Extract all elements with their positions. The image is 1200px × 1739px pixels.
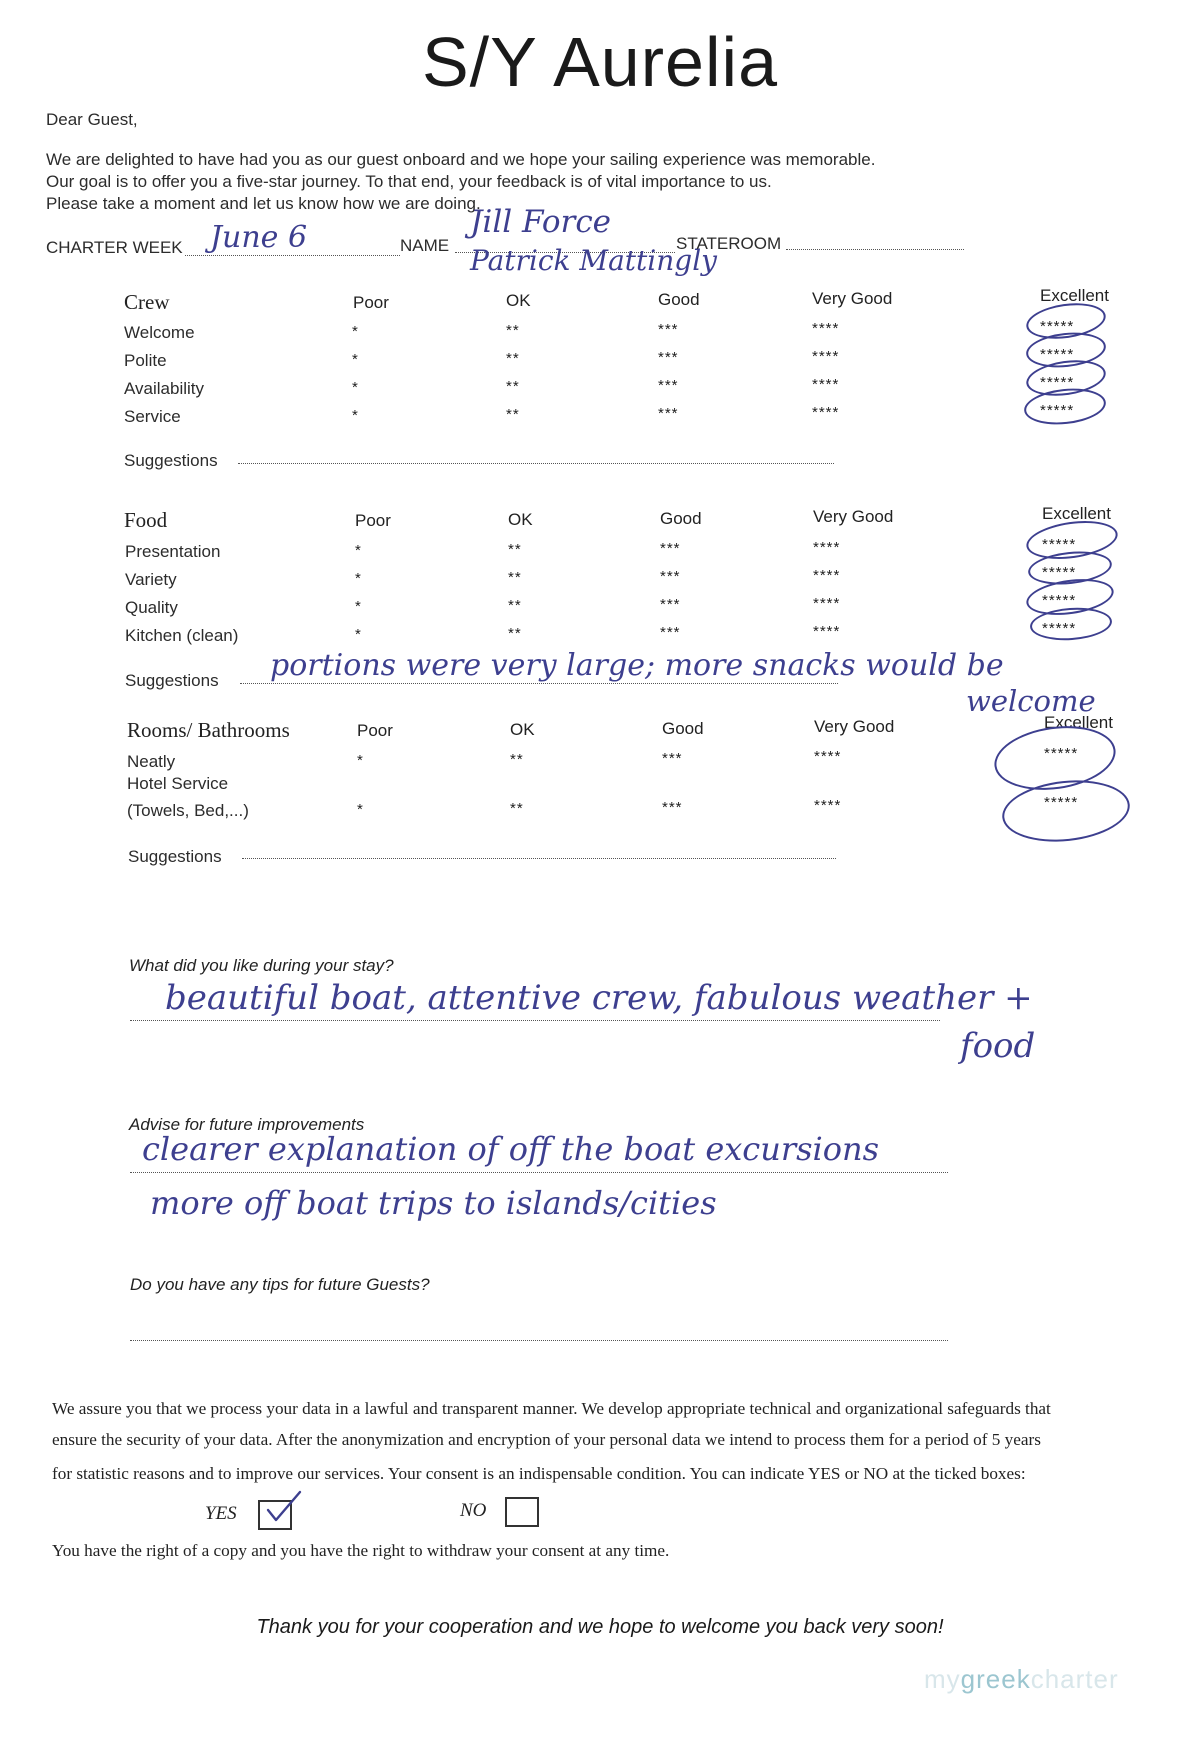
food-item-presentation: Presentation: [125, 542, 221, 561]
name-field-1[interactable]: Jill Force: [470, 204, 612, 240]
consent-yes-checkbox[interactable]: [258, 1500, 292, 1530]
food-suggestions-line: [240, 683, 838, 684]
food-suggestions-field-cont[interactable]: welcome: [966, 684, 1096, 718]
charter-week-field[interactable]: June 6: [210, 220, 308, 255]
rating-option[interactable]: ****: [812, 404, 840, 421]
rating-option[interactable]: ***: [660, 568, 681, 585]
col-excellent: Excellent: [1040, 286, 1109, 305]
checkmark-icon: [264, 1488, 310, 1528]
rating-option[interactable]: ****: [812, 348, 840, 365]
section-title-food: Food: [124, 508, 168, 532]
rating-option-excellent[interactable]: *****: [1040, 318, 1075, 335]
rating-option[interactable]: **: [506, 322, 520, 339]
section-title-rooms: Rooms/ Bathrooms: [127, 718, 290, 742]
consent-withdraw: You have the right of a copy and you have the right to withdraw your consent at any time.: [52, 1541, 670, 1560]
stateroom-line: [786, 249, 964, 250]
rating-option[interactable]: ***: [658, 349, 679, 366]
consent-line-2: ensure the security of your data. After the anonymization and encryption of your personal data we intend to process them for a period of 5 years: [52, 1430, 1041, 1449]
consent-no-checkbox[interactable]: [505, 1497, 539, 1527]
col-very-good: Very Good: [813, 507, 894, 526]
col-good: Good: [658, 290, 700, 309]
rating-option[interactable]: ***: [660, 596, 681, 613]
question-liked-line: [130, 1020, 940, 1021]
question-liked-label: What did you like during your stay?: [129, 956, 394, 975]
consent-line-1: We assure you that we process your data in a lawful and transparent manner. We develop appropriate technical and organizational safeguards that: [52, 1399, 1051, 1418]
question-improvements-answer-cont[interactable]: more off boat trips to islands/cities: [150, 1184, 717, 1222]
crew-item-polite: Polite: [124, 351, 167, 370]
rating-option[interactable]: **: [506, 350, 520, 367]
rating-option-excellent[interactable]: *****: [1040, 374, 1075, 391]
rating-option[interactable]: **: [508, 625, 522, 642]
rating-option[interactable]: *: [355, 570, 362, 587]
watermark-part-3: charter: [1030, 1664, 1119, 1694]
question-improvements-answer[interactable]: clearer explanation of off the boat excursions: [142, 1130, 880, 1168]
section-title-crew: Crew: [124, 290, 170, 314]
question-liked-answer[interactable]: beautiful boat, attentive crew, fabulous weather +: [165, 978, 1033, 1018]
rating-option[interactable]: ****: [813, 567, 841, 584]
food-suggestions-field[interactable]: portions were very large; more snacks would be: [270, 648, 1004, 683]
col-poor: Poor: [355, 511, 391, 530]
rating-option-excellent[interactable]: *****: [1044, 794, 1079, 811]
rating-option[interactable]: *: [357, 801, 364, 818]
crew-item-service: Service: [124, 407, 181, 426]
consent-line-3: for statistic reasons and to improve our services. Your consent is an indispensable condition. You can indicate YES or NO at the ticked boxes:: [52, 1464, 1026, 1483]
rating-option[interactable]: ****: [813, 595, 841, 612]
rating-option[interactable]: *: [352, 379, 359, 396]
intro-line-1: We are delighted to have had you as our guest onboard and we hope your sailing experience was memorable.: [46, 150, 876, 169]
rooms-suggestions-label: Suggestions: [128, 847, 222, 866]
crew-suggestions-label: Suggestions: [124, 451, 218, 470]
consent-yes-label: YES: [205, 1503, 237, 1524]
col-good: Good: [660, 509, 702, 528]
rooms-item-towels-bed: (Towels, Bed,...): [127, 801, 249, 820]
col-excellent: Excellent: [1042, 504, 1111, 523]
intro-line-2: Our goal is to offer you a five-star journey. To that end, your feedback is of vital importance to us.: [46, 172, 772, 191]
name-field-2[interactable]: Patrick Mattingly: [470, 244, 717, 277]
rating-option[interactable]: **: [510, 751, 524, 768]
col-poor: Poor: [353, 293, 389, 312]
rating-option[interactable]: **: [508, 569, 522, 586]
food-item-kitchen: Kitchen (clean): [125, 626, 239, 645]
crew-suggestions-field[interactable]: [238, 463, 834, 464]
rooms-item-neatly: Neatly: [127, 752, 176, 771]
rating-option-excellent[interactable]: *****: [1042, 620, 1077, 637]
rating-option[interactable]: *: [357, 752, 364, 769]
food-item-variety: Variety: [125, 570, 177, 589]
rating-option-excellent[interactable]: *****: [1040, 346, 1075, 363]
rating-option[interactable]: **: [506, 378, 520, 395]
stateroom-label: STATEROOM: [676, 234, 782, 253]
crew-item-availability: Availability: [124, 379, 205, 398]
food-suggestions-label: Suggestions: [125, 671, 219, 690]
rating-option-excellent[interactable]: *****: [1042, 536, 1077, 553]
rating-option[interactable]: ****: [814, 797, 842, 814]
charter-week-line: [185, 255, 400, 256]
rating-option[interactable]: *: [355, 542, 362, 559]
question-improvements-line: [130, 1172, 948, 1173]
rating-option[interactable]: *: [355, 598, 362, 615]
rating-option[interactable]: *: [352, 351, 359, 368]
rooms-item-hotel-service: Hotel Service: [127, 774, 229, 793]
rating-option[interactable]: *: [352, 323, 359, 340]
rating-option[interactable]: ****: [813, 623, 841, 640]
consent-no-label: NO: [460, 1500, 487, 1521]
greeting: Dear Guest,: [46, 110, 138, 129]
rating-option[interactable]: ****: [814, 748, 842, 765]
question-tips-label: Do you have any tips for future Guests?: [130, 1275, 430, 1294]
rating-option-excellent[interactable]: *****: [1042, 592, 1077, 609]
rating-option[interactable]: ***: [658, 321, 679, 338]
page-title: S/Y Aurelia: [421, 23, 779, 101]
col-very-good: Very Good: [812, 289, 893, 308]
rating-option-excellent[interactable]: *****: [1042, 564, 1077, 581]
thanks-message: Thank you for your cooperation and we hope to welcome you back very soon!: [256, 1616, 944, 1638]
rating-option[interactable]: ***: [660, 624, 681, 641]
rating-option-excellent[interactable]: *****: [1044, 745, 1079, 762]
food-item-quality: Quality: [125, 598, 178, 617]
rating-option[interactable]: **: [506, 406, 520, 423]
rating-option[interactable]: ***: [658, 405, 679, 422]
col-ok: OK: [506, 291, 531, 310]
col-very-good: Very Good: [814, 717, 895, 736]
rating-option[interactable]: ****: [812, 376, 840, 393]
question-tips-field[interactable]: [130, 1340, 948, 1341]
question-liked-answer-cont[interactable]: food: [960, 1026, 1036, 1066]
col-good: Good: [662, 719, 704, 738]
watermark-logo: [924, 1664, 1119, 1695]
rating-option[interactable]: ***: [658, 377, 679, 394]
rating-option[interactable]: *: [355, 626, 362, 643]
rating-option[interactable]: ***: [662, 750, 683, 767]
question-improvements-label: Advise for future improvements: [129, 1115, 365, 1134]
rating-option[interactable]: **: [508, 597, 522, 614]
rooms-suggestions-field[interactable]: [242, 858, 836, 859]
rating-option[interactable]: *: [352, 407, 359, 424]
rating-option-excellent[interactable]: *****: [1040, 402, 1075, 419]
col-ok: OK: [508, 510, 533, 529]
rating-option[interactable]: ***: [662, 799, 683, 816]
watermark-part-1: my: [924, 1664, 961, 1694]
crew-item-welcome: Welcome: [124, 323, 195, 342]
col-excellent: Excellent: [1044, 713, 1113, 732]
charter-week-label: CHARTER WEEK: [46, 238, 183, 257]
rating-option[interactable]: ****: [812, 320, 840, 337]
rating-option[interactable]: ***: [660, 540, 681, 557]
col-poor: Poor: [357, 721, 393, 740]
intro-line-3: Please take a moment and let us know how we are doing.: [46, 194, 481, 213]
rating-option[interactable]: ****: [813, 539, 841, 556]
name-label: NAME: [400, 236, 450, 255]
col-ok: OK: [510, 720, 535, 739]
watermark-part-2: greek: [960, 1664, 1031, 1694]
rating-option[interactable]: **: [510, 800, 524, 817]
rating-option[interactable]: **: [508, 541, 522, 558]
